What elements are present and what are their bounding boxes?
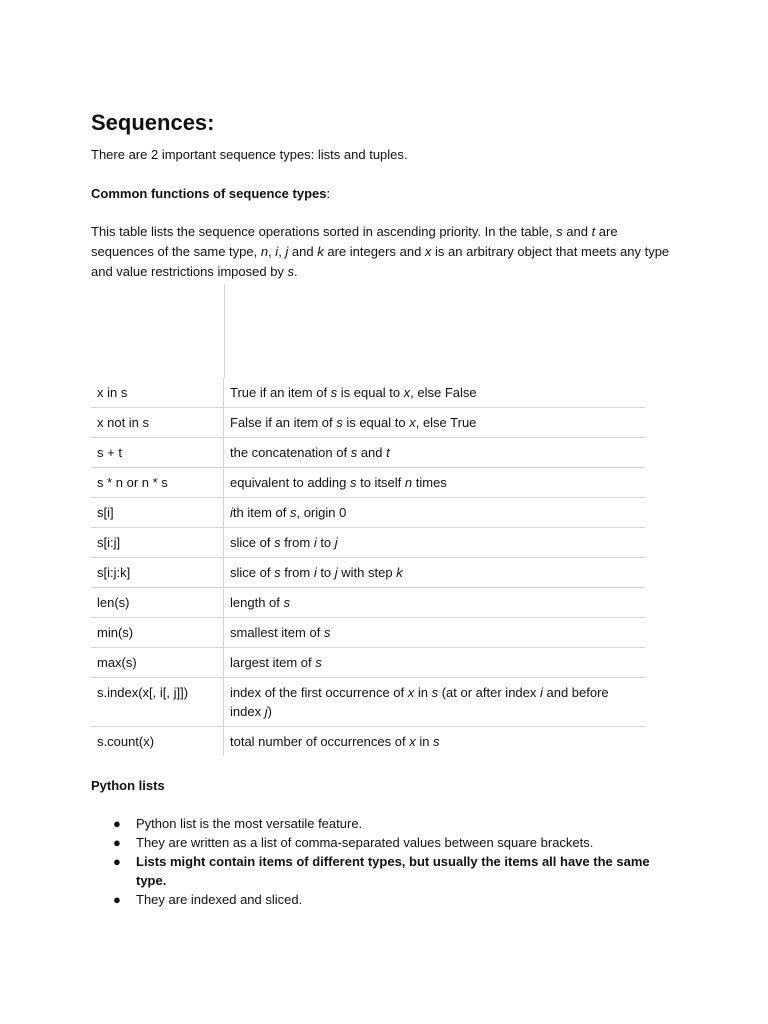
table-description [91,222,671,282]
result-text: times [412,475,447,490]
operation-cell: s[i] [91,498,224,527]
bullet-icon: ● [113,854,121,869]
list-item-text: Python list is the most versatile feature. [136,816,363,831]
result-var: s [283,595,290,610]
operation-cell: x in s [91,378,224,407]
table-row [91,558,645,588]
table-row [91,618,645,648]
operation-cell: x not in s [91,408,224,437]
result-var: k [396,565,403,580]
table-row [91,498,645,528]
result-cell [224,468,645,497]
result-var: x [409,415,416,430]
result-var: s [433,734,440,749]
result-text: from [280,535,314,550]
result-text: smallest item of [230,625,324,640]
common-functions-suffix: : [326,186,331,201]
operation-cell: s.count(x) [91,727,224,756]
result-text: and [357,445,387,460]
operation-cell: s[i:j] [91,528,224,557]
result-var: s [274,535,281,550]
desc-var: j [285,244,289,259]
common-functions-label: Common functions of sequence types [91,186,327,201]
result-text: in [414,685,432,700]
result-var: s [431,685,439,700]
page-title: Sequences: [91,110,215,135]
operation-cell: min(s) [91,618,224,647]
result-text: to [316,535,335,550]
desc-text: This table lists the sequence operations sorted in ascending priority. In the table, [91,224,557,239]
result-cell [224,378,645,407]
intro-paragraph: There are 2 important sequence types: lists and tuples. [91,147,408,162]
desc-text: are integers and [323,244,425,259]
result-cell [224,438,645,467]
result-var: s [350,445,358,460]
result-var: x [403,385,411,400]
result-text: True if an item of [230,385,331,400]
operation-cell: len(s) [91,588,224,617]
table-row [91,438,645,468]
table-header-space [91,284,645,378]
table-row [91,727,645,756]
result-text: the concatenation of [230,445,351,460]
desc-var: s [287,264,295,279]
desc-var: i [275,244,279,259]
result-text: largest item of [230,655,316,670]
result-text: False if an item of [230,415,337,430]
result-text: ) [267,704,272,719]
result-text: is equal to [337,385,404,400]
result-var: x [407,685,415,700]
result-var: s [274,565,281,580]
result-cell [224,408,645,437]
python-lists-heading: Python lists [91,778,165,793]
result-text: length of [230,595,284,610]
result-var: n [404,475,413,490]
result-text: , origin 0 [296,505,347,520]
result-var: i [313,565,317,580]
result-var: j [264,704,268,719]
result-var: t [386,445,390,460]
list-item [91,890,651,909]
operation-cell: s[i:j:k] [91,558,224,587]
result-text: th item of [232,505,290,520]
result-cell [224,558,645,587]
result-var: j [334,535,338,550]
result-cell [224,727,645,756]
list-item [91,852,651,890]
table-row [91,648,645,678]
table-row [91,378,645,408]
desc-var: t [591,224,596,239]
list-item [91,833,651,852]
operation-cell: max(s) [91,648,224,677]
desc-text: are sequences of the same type, [91,224,618,259]
result-var: i [313,535,317,550]
desc-var: x [424,244,432,259]
list-item-text: They are written as a list of comma-separated values between square brackets. [136,835,594,850]
result-var: s [323,625,331,640]
result-text: slice of [230,565,275,580]
operation-cell: s * n or n * s [91,468,224,497]
list-item-text: Lists might contain items of different types, but usually the items all have the same type. [136,854,650,888]
result-text: in [415,734,434,749]
table-row [91,408,645,438]
desc-text: , [268,244,276,259]
result-var: s [330,385,338,400]
desc-text: and [288,244,318,259]
desc-text: , [278,244,286,259]
desc-var: n [260,244,269,259]
python-lists-bullets [91,814,651,909]
desc-var: k [317,244,324,259]
result-text: from [280,565,314,580]
table-row [91,588,645,618]
result-var: s [336,415,343,430]
sequence-operations-table [91,284,645,756]
table-body [91,378,645,756]
result-var: j [334,565,338,580]
bullet-icon: ● [113,892,121,907]
result-text: slice of [230,535,275,550]
result-text: total number of occurrences of [230,734,410,749]
result-text: (at or after index [438,685,540,700]
result-text: index of the first occurrence of [230,685,408,700]
desc-text: is an arbitrary object that meets any type and value restrictions imposed by [91,244,670,279]
result-cell [224,498,645,527]
table-row [91,528,645,558]
result-cell [224,618,645,647]
list-item-text: They are indexed and sliced. [136,892,303,907]
common-functions-heading [91,184,330,204]
result-text: is equal to [342,415,410,430]
result-var: i [230,505,233,520]
result-var: i [540,685,543,700]
operation-cell: s.index(x[, i[, j]]) [91,678,224,726]
result-text: and before index [230,685,609,719]
bullet-icon: ● [113,835,121,850]
result-text: to [316,565,335,580]
result-text: , else False [410,385,477,400]
table-row [91,468,645,498]
desc-text: . [294,264,298,279]
list-item [91,814,651,833]
result-text: equivalent to adding [230,475,350,490]
result-cell [224,648,645,677]
result-var: x [409,734,416,749]
result-text: to itself [356,475,405,490]
bullet-icon: ● [113,816,121,831]
desc-var: s [556,224,563,239]
operation-cell: s + t [91,438,224,467]
column-divider [224,284,225,378]
desc-text: and [562,224,592,239]
result-text: with step [337,565,397,580]
result-var: s [289,505,297,520]
table-row [91,678,645,727]
result-var: s [349,475,357,490]
result-var: s [315,655,322,670]
result-cell [224,528,645,557]
result-cell [224,588,645,617]
result-cell [224,678,645,726]
result-text: , else True [415,415,477,430]
